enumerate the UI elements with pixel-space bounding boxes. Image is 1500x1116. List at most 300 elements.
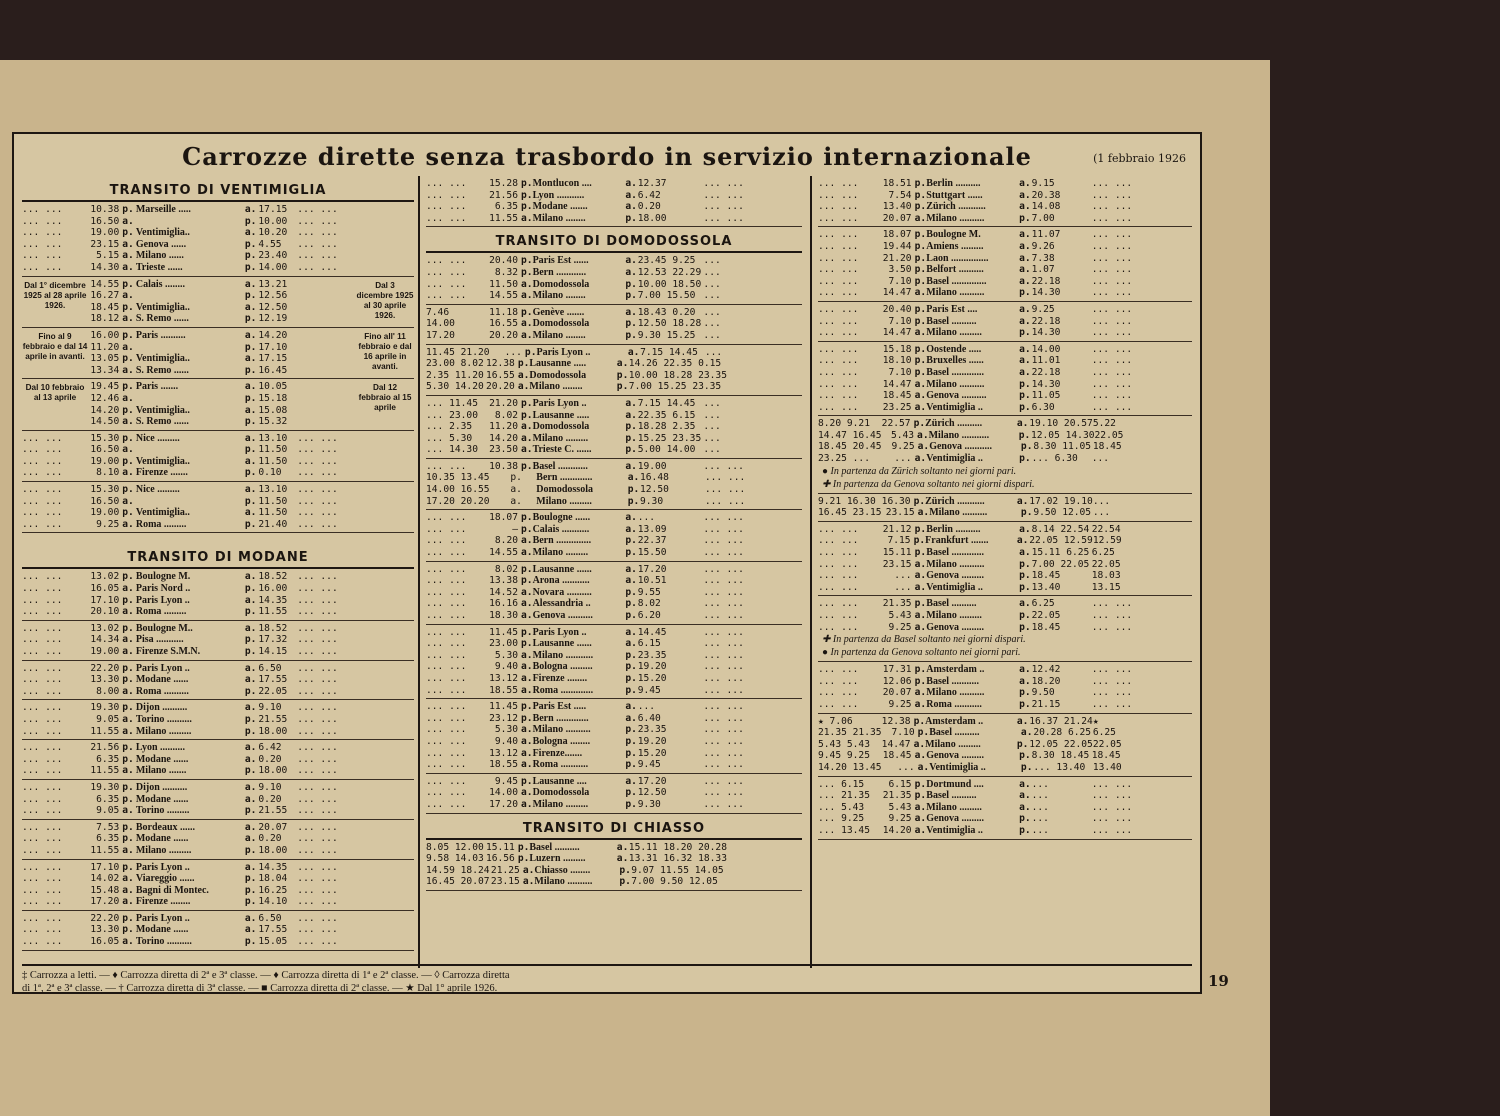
arr-dep-marker-return: p. bbox=[1019, 287, 1031, 299]
return-extra-times: ... ... bbox=[297, 873, 338, 885]
departure-time: 9.40 bbox=[494, 661, 518, 673]
return-extra-times: ... ... bbox=[703, 212, 744, 224]
departure-time: ... bbox=[894, 581, 912, 593]
return-time: 11.50 bbox=[258, 444, 288, 456]
departure-extra-times: ... ... bbox=[22, 662, 63, 674]
departure-time: 18.55 bbox=[489, 759, 518, 771]
return-time: 5.00 14.00 bbox=[637, 444, 696, 456]
arr-dep-marker-return: a. bbox=[616, 358, 629, 370]
station-name: Modane ...... bbox=[135, 793, 189, 805]
return-time: 11.07 bbox=[1031, 229, 1061, 241]
return-time: 16.25 bbox=[258, 884, 288, 896]
station-name: Paris Nord .. bbox=[135, 583, 191, 595]
departure-extra-times: ... ... bbox=[818, 240, 859, 252]
station-name: Milano ......... bbox=[532, 547, 589, 559]
return-time: 9.10 bbox=[258, 702, 282, 714]
station-name: Amsterdam .. bbox=[925, 715, 984, 727]
departure-extra-times: ... ... bbox=[818, 675, 859, 687]
station-name: Milano ........ bbox=[529, 381, 583, 393]
departure-time: 20.40 bbox=[489, 255, 518, 267]
departure-time: 11.45 bbox=[489, 701, 518, 713]
station-name: Firenze ........ bbox=[135, 896, 191, 908]
departure-extra-times: ... ... bbox=[818, 570, 859, 582]
timetable-row bbox=[22, 416, 414, 428]
timetable-row bbox=[22, 239, 414, 251]
departure-extra-times: ... ... bbox=[426, 278, 467, 290]
timetable-row bbox=[22, 646, 414, 658]
departure-extra-times: 16.45 20.07 bbox=[426, 876, 490, 888]
arr-dep-marker-return: a. bbox=[1019, 252, 1031, 264]
departure-time: 20.20 bbox=[489, 329, 518, 341]
arr-dep-marker-return: p. bbox=[1019, 558, 1031, 570]
departure-extra-times: ... ... bbox=[426, 575, 467, 587]
timetable-row bbox=[818, 241, 1192, 253]
departure-extra-times: ... ... bbox=[818, 252, 859, 264]
arr-dep-marker-return: p. bbox=[244, 341, 257, 353]
return-time: 17.02 19.10 bbox=[1029, 495, 1093, 507]
arr-dep-marker: p. bbox=[122, 571, 134, 583]
departure-extra-times: 2.35 11.20 bbox=[426, 369, 484, 381]
arr-dep-marker: a. bbox=[521, 586, 533, 598]
return-extra-times: ... ... bbox=[703, 712, 744, 724]
arr-dep-marker-return: p. bbox=[244, 884, 257, 896]
timetable-row bbox=[426, 799, 802, 811]
departure-time: 14.55 bbox=[489, 290, 518, 302]
timetable-row bbox=[818, 178, 1192, 190]
timetable-block bbox=[426, 253, 802, 304]
timetable-row bbox=[426, 213, 802, 225]
return-extra-times: ... ... bbox=[703, 724, 744, 736]
station-name: Basel .......... bbox=[529, 841, 580, 853]
block-validity-note-left: Dal 10 febbraio al 13 aprile bbox=[25, 383, 85, 403]
arr-dep-marker: a. bbox=[122, 341, 134, 353]
timetable-block bbox=[22, 379, 414, 430]
arr-dep-marker: p. bbox=[122, 507, 134, 519]
arr-dep-marker-return: p. bbox=[244, 250, 257, 262]
return-extra-times: ... bbox=[703, 409, 721, 421]
station-name: Genova ...... bbox=[135, 238, 187, 250]
arr-dep-marker-return: a. bbox=[244, 753, 257, 765]
return-time: 15.11 6.25 bbox=[1031, 547, 1090, 559]
arr-dep-marker-return: p. bbox=[625, 747, 637, 759]
arr-dep-marker-return: p. bbox=[1019, 813, 1031, 825]
arr-dep-marker: p. bbox=[122, 353, 134, 365]
timetable-row bbox=[426, 736, 802, 748]
departure-extra-times: ... ... bbox=[426, 189, 467, 201]
timetable-row bbox=[818, 664, 1192, 676]
arr-dep-marker-return: a. bbox=[616, 853, 629, 865]
arr-dep-marker: a. bbox=[914, 558, 927, 570]
timetable-row bbox=[426, 290, 802, 302]
arr-dep-marker-return: a. bbox=[244, 742, 257, 754]
station-name: Berlin .......... bbox=[926, 178, 981, 189]
return-time: 8.02 bbox=[637, 598, 661, 610]
arr-dep-marker: a. bbox=[122, 583, 134, 595]
timetable-block bbox=[426, 774, 802, 814]
return-time: 6.40 bbox=[637, 712, 661, 724]
arr-dep-marker-return: a. bbox=[244, 204, 257, 215]
arr-dep-marker-return: p. bbox=[244, 634, 257, 646]
departure-time: 9.40 bbox=[494, 735, 518, 747]
timetable-row bbox=[818, 253, 1192, 265]
return-extra-times: ... bbox=[703, 278, 721, 290]
timetable-row bbox=[22, 595, 414, 607]
departure-extra-times: ... ... bbox=[426, 724, 467, 736]
arr-dep-marker-return: p. bbox=[625, 586, 637, 598]
return-time: ... bbox=[637, 512, 656, 524]
departure-extra-times: ... ... bbox=[22, 484, 63, 496]
return-extra-times: ... ... bbox=[297, 674, 338, 686]
return-time: 14.15 bbox=[258, 646, 288, 657]
return-extra-times: 18.03 bbox=[1091, 570, 1121, 582]
return-time: 19.00 bbox=[637, 460, 667, 472]
timetable-row bbox=[22, 765, 414, 777]
return-extra-times: ... bbox=[703, 397, 721, 409]
arr-dep-marker-return: a. bbox=[244, 833, 257, 845]
arr-dep-marker-return: p. bbox=[1019, 698, 1031, 710]
timetable-row bbox=[22, 484, 414, 496]
return-extra-times: ... ... bbox=[703, 672, 744, 684]
return-time: 1.07 bbox=[1031, 264, 1055, 276]
timetable-row bbox=[818, 190, 1192, 202]
timetable-row bbox=[818, 276, 1192, 288]
return-extra-times: ... ... bbox=[297, 467, 338, 479]
return-time: 7.38 bbox=[1031, 252, 1055, 264]
timetable-row bbox=[818, 402, 1192, 414]
arr-dep-marker: p. bbox=[521, 189, 533, 201]
timetable-row bbox=[426, 638, 802, 650]
return-extra-times: ... ... bbox=[704, 472, 746, 484]
departure-time: 19.30 bbox=[90, 781, 120, 793]
arr-dep-marker-return: p. bbox=[1019, 212, 1031, 224]
arr-dep-marker: a. bbox=[521, 649, 533, 661]
arr-dep-marker: p. bbox=[521, 563, 533, 575]
return-extra-times: ... ... bbox=[703, 598, 744, 610]
return-time: 22.35 6.15 bbox=[637, 409, 696, 421]
station-name: Ventimiglia .. bbox=[929, 761, 986, 773]
arr-dep-marker: p. bbox=[122, 404, 134, 416]
return-extra-times: 5.22 bbox=[1092, 418, 1116, 430]
departure-time: 16.05 bbox=[90, 936, 120, 948]
return-time: 12.37 bbox=[637, 178, 667, 189]
arr-dep-marker-return: p. bbox=[625, 535, 637, 547]
departure-time: 20.07 bbox=[882, 687, 912, 699]
return-time: 21.55 bbox=[258, 713, 288, 725]
timetable-block bbox=[818, 522, 1192, 597]
timetable-row bbox=[818, 430, 1192, 442]
arr-dep-marker-return: p. bbox=[244, 805, 257, 817]
timetable-block bbox=[426, 345, 802, 396]
departure-extra-times: 14.47 16.45 bbox=[818, 429, 882, 441]
return-time: 17.20 bbox=[637, 563, 667, 575]
return-extra-times: ... ... bbox=[297, 594, 338, 606]
arr-dep-marker: a. bbox=[917, 507, 930, 519]
return-time: 21.15 bbox=[1031, 698, 1061, 710]
arr-dep-marker: a. bbox=[521, 547, 533, 559]
timetable-row bbox=[818, 367, 1192, 379]
departure-extra-times: ... ... bbox=[22, 238, 63, 250]
departure-extra-times: 14.00 16.55 bbox=[426, 484, 490, 496]
section-title-ventimiglia: TRANSITO DI VENTIMIGLIA bbox=[22, 180, 414, 202]
return-time: 6.20 bbox=[637, 610, 661, 621]
station-name: Milano .......... bbox=[926, 687, 985, 699]
return-extra-times: ... bbox=[703, 421, 721, 433]
departure-time: 7.53 bbox=[96, 821, 120, 833]
station-name: Genève ....... bbox=[532, 306, 585, 318]
arr-dep-marker-return: p. bbox=[1019, 378, 1031, 390]
arr-dep-marker-return: a. bbox=[244, 912, 257, 924]
return-time: 0.20 bbox=[258, 793, 282, 805]
departure-extra-times: ... ... bbox=[818, 558, 859, 570]
arr-dep-marker-return: p. bbox=[244, 844, 257, 856]
timetable-block bbox=[22, 277, 414, 328]
departure-time: 5.43 bbox=[888, 801, 912, 813]
return-time: 6.15 bbox=[637, 638, 661, 650]
station-name: Domodossola bbox=[532, 318, 590, 330]
arr-dep-marker: a. bbox=[914, 750, 927, 762]
return-time: 15.32 bbox=[258, 416, 288, 428]
departure-time: 15.18 bbox=[882, 343, 912, 355]
departure-time: 22.57 bbox=[881, 418, 911, 430]
departure-time: 17.10 bbox=[90, 861, 120, 873]
block-validity-note-left: Dal 1° dicembre 1925 al 28 aprile 1926. bbox=[23, 280, 87, 310]
departure-time: 5.30 bbox=[494, 649, 518, 661]
departure-extra-times: ... ... bbox=[426, 178, 467, 189]
return-extra-times: ... ... bbox=[297, 753, 338, 765]
departure-extra-times: ... ... bbox=[22, 606, 63, 618]
return-time: 21.55 bbox=[258, 805, 288, 817]
return-time: 22.05 bbox=[258, 685, 288, 697]
station-name: Nice ......... bbox=[135, 432, 180, 444]
timetable-row bbox=[22, 444, 414, 456]
departure-time: 20.10 bbox=[90, 606, 120, 618]
timetable-row bbox=[426, 661, 802, 673]
timetable-row bbox=[818, 802, 1192, 814]
departure-time: 5.30 bbox=[494, 724, 518, 736]
arr-dep-marker-return: a. bbox=[1019, 240, 1031, 252]
return-extra-times: ... ... bbox=[297, 204, 338, 215]
section-title-domodossola: TRANSITO DI DOMODOSSOLA bbox=[426, 231, 802, 253]
station-name: Domodossola bbox=[532, 278, 590, 290]
arr-dep-marker-return: p. bbox=[625, 684, 637, 696]
arr-dep-marker: p. bbox=[914, 252, 927, 264]
arr-dep-marker bbox=[525, 472, 536, 484]
station-name: Torino ......... bbox=[135, 805, 190, 817]
arr-dep-marker-return: a. bbox=[1020, 727, 1033, 739]
station-name: Luzern ......... bbox=[529, 853, 586, 865]
station-name: Firenze....... bbox=[532, 747, 583, 759]
arr-dep-marker-return: a. bbox=[244, 353, 257, 365]
return-time: 12.53 22.29 bbox=[637, 266, 702, 278]
departure-time: 19.00 bbox=[90, 227, 120, 239]
return-extra-times: ... ... bbox=[1091, 378, 1133, 390]
return-extra-times: ... ... bbox=[703, 759, 744, 771]
arr-dep-marker: a. bbox=[521, 798, 533, 810]
station-name: Amiens ......... bbox=[926, 240, 984, 252]
return-time: 13.10 bbox=[258, 432, 288, 444]
station-name: Zürich ........... bbox=[926, 201, 986, 213]
return-extra-times: ... ... bbox=[1091, 687, 1133, 699]
arr-dep-marker: a. bbox=[914, 390, 927, 402]
timetable-row bbox=[818, 453, 1192, 465]
arr-dep-marker-return: p. bbox=[625, 432, 637, 444]
station-name: Stuttgart ...... bbox=[926, 189, 983, 201]
departure-time: ... bbox=[504, 346, 522, 358]
station-name: Basel ........... bbox=[926, 675, 980, 687]
arr-dep-marker-return: p. bbox=[1019, 453, 1031, 465]
timetable-row bbox=[22, 496, 414, 508]
departure-extra-times: ... ... bbox=[426, 460, 467, 472]
timetable-row bbox=[818, 687, 1192, 699]
timetable-row bbox=[426, 701, 802, 713]
departure-extra-times: ... ... bbox=[22, 896, 63, 908]
arr-dep-marker-return: p. bbox=[1019, 687, 1031, 699]
station-name: Paris Est .... bbox=[926, 303, 978, 315]
arr-dep-marker: p. bbox=[521, 712, 533, 724]
departure-extra-times: 21.35 21.35 bbox=[818, 727, 882, 739]
departure-extra-times: ... ... bbox=[22, 518, 63, 530]
station-name: Lausanne .... bbox=[532, 775, 587, 787]
departure-extra-times: ... ... bbox=[22, 594, 63, 606]
arr-dep-marker-return: a. bbox=[1016, 535, 1029, 547]
arr-dep-marker-return: a. bbox=[625, 575, 637, 587]
station-name: Milano .......... bbox=[929, 507, 988, 519]
return-extra-times: ... ... bbox=[1091, 327, 1133, 339]
departure-extra-times: 9.58 14.03 bbox=[426, 853, 484, 865]
departure-extra-times: ... ... bbox=[426, 747, 467, 759]
arr-dep-marker: a. bbox=[122, 713, 134, 725]
legend-line-1: ‡ Carrozza a letti. — ♦ Carrozza diretta di 2ª e 3ª classe. — ♦ Carrozza diretta di 1ª e 2ª classe. — ◊ Carrozza diretta bbox=[22, 970, 510, 981]
arr-dep-marker: p. bbox=[122, 924, 134, 936]
arr-dep-marker-return: p. bbox=[244, 313, 257, 325]
timetable-row bbox=[426, 178, 802, 190]
departure-extra-times: ... ... bbox=[22, 571, 63, 583]
arr-dep-marker-return: p. bbox=[625, 318, 637, 330]
return-extra-times: ... bbox=[704, 346, 723, 358]
station-name: Marseille ..... bbox=[135, 204, 191, 215]
arr-dep-marker: a. bbox=[914, 801, 927, 813]
return-extra-times: 22.54 bbox=[1091, 523, 1121, 535]
arr-dep-marker-return: a. bbox=[627, 346, 640, 358]
station-name bbox=[136, 342, 243, 354]
departure-extra-times: 8.20 9.21 bbox=[818, 418, 870, 430]
arr-dep-marker-return: a. bbox=[625, 266, 637, 278]
station-name: Genova .......... bbox=[926, 390, 987, 402]
arr-dep-marker: a. bbox=[521, 747, 533, 759]
arr-dep-marker: p. bbox=[122, 432, 134, 444]
arr-dep-marker: a. bbox=[122, 392, 134, 404]
departure-extra-times: ... 5.30 bbox=[426, 432, 473, 444]
arr-dep-marker: a. bbox=[914, 287, 927, 299]
return-time: 23.40 bbox=[258, 250, 288, 262]
arr-dep-marker-return: p. bbox=[619, 864, 631, 876]
departure-time: 8.32 bbox=[494, 266, 518, 278]
departure-time: 13.38 bbox=[489, 575, 518, 587]
departure-extra-times: ... ... bbox=[818, 581, 859, 593]
station-name bbox=[136, 290, 243, 302]
arr-dep-marker: a. bbox=[122, 765, 134, 777]
arr-dep-marker: p. bbox=[914, 664, 927, 676]
station-name: Ventimiglia.. bbox=[135, 455, 190, 467]
departure-time: 9.05 bbox=[96, 713, 120, 725]
arr-dep-marker: a. bbox=[122, 606, 134, 618]
arr-dep-marker: a. bbox=[122, 685, 134, 697]
arr-dep-marker: p. bbox=[521, 266, 533, 278]
arr-dep-marker: p. bbox=[917, 727, 930, 739]
timetable-row bbox=[426, 190, 802, 202]
return-time: ... 13.40 bbox=[1033, 761, 1086, 773]
departure-time: 10.38 bbox=[90, 204, 120, 215]
arr-dep-marker: a. bbox=[122, 444, 134, 456]
return-time: ... bbox=[1031, 801, 1049, 813]
return-extra-times: ... ... bbox=[703, 787, 744, 799]
departure-time: 19.44 bbox=[882, 240, 912, 252]
arr-dep-marker-return: a. bbox=[1019, 778, 1031, 790]
arr-dep-marker: a. bbox=[914, 610, 927, 621]
station-name bbox=[136, 444, 243, 456]
timetable-row bbox=[426, 484, 802, 496]
column-left bbox=[22, 176, 414, 948]
departure-time: 19.00 bbox=[90, 507, 120, 519]
station-name: Bern ............. bbox=[532, 712, 589, 724]
timetable-block bbox=[818, 176, 1192, 227]
departure-extra-times: ... ... bbox=[22, 753, 63, 765]
timetable-block bbox=[818, 302, 1192, 342]
timetable-row bbox=[426, 421, 802, 433]
timetable-row bbox=[426, 650, 802, 662]
departure-extra-times: ... ... bbox=[426, 547, 467, 559]
departure-extra-times: ... ... bbox=[426, 266, 467, 278]
arr-dep-marker-return: a. bbox=[1019, 523, 1031, 535]
departure-extra-times: ... 21.35 bbox=[818, 790, 870, 802]
station-name: Basel .......... bbox=[926, 790, 977, 802]
arr-dep-marker: p. bbox=[913, 495, 926, 507]
return-extra-times: ... ... bbox=[1091, 366, 1133, 378]
arr-dep-marker: a. bbox=[914, 570, 927, 582]
arr-dep-marker-return: a. bbox=[244, 594, 257, 606]
return-time: 6.50 bbox=[258, 912, 282, 924]
timetable-row bbox=[426, 685, 802, 697]
arr-dep-marker-return: a. bbox=[244, 301, 257, 313]
return-time: 9.50 bbox=[1031, 687, 1055, 699]
arr-dep-marker-return: a. bbox=[1019, 664, 1031, 676]
timetable-row bbox=[22, 805, 414, 817]
arr-dep-marker-return: p. bbox=[244, 215, 257, 227]
station-name: Frankfurt ....... bbox=[925, 535, 989, 547]
departure-extra-times: ... ... bbox=[22, 583, 63, 595]
timetable-row bbox=[818, 201, 1192, 213]
arr-dep-marker-return: a. bbox=[1019, 598, 1031, 610]
return-extra-times: 13.15 bbox=[1091, 581, 1121, 593]
departure-extra-times: ... ... bbox=[818, 275, 859, 287]
departure-extra-times: ... ... bbox=[426, 523, 467, 535]
arr-dep-marker-return: a. bbox=[244, 702, 257, 714]
departure-extra-times: ... ... bbox=[22, 507, 63, 519]
station-name: Roma .......... bbox=[135, 685, 189, 697]
departure-time: 18.45 bbox=[882, 390, 912, 402]
station-name: Firenze ........ bbox=[532, 672, 588, 684]
return-time: 18.52 bbox=[258, 622, 288, 634]
return-extra-times: ... ... bbox=[1091, 343, 1133, 355]
departure-time: 23.15 bbox=[490, 876, 520, 888]
return-time: 23.35 bbox=[637, 724, 667, 736]
departure-time: 11.55 bbox=[90, 765, 120, 777]
legend-footnotes bbox=[22, 964, 1192, 995]
station-name: Paris Lyon .. bbox=[135, 912, 190, 924]
arr-dep-marker: a. bbox=[521, 329, 533, 341]
timetable-row bbox=[818, 790, 1192, 802]
station-name: Milano ......... bbox=[135, 844, 192, 856]
